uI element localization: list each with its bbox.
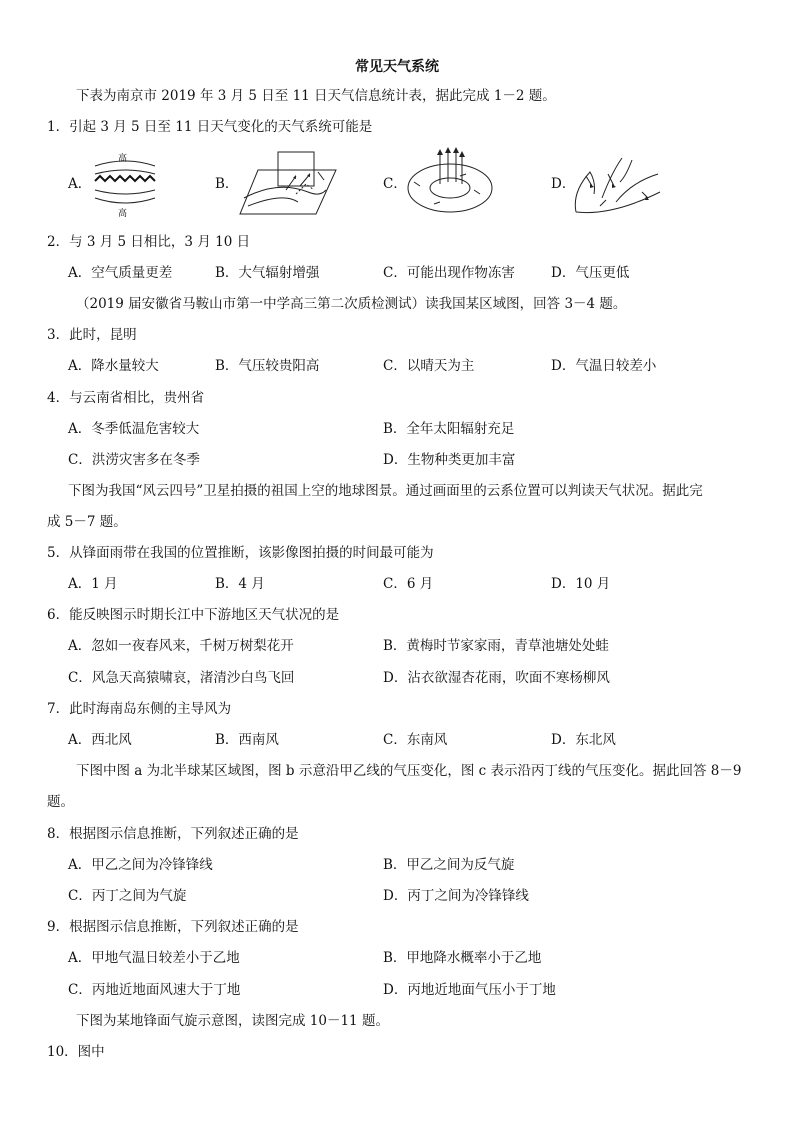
intro-q3-4: （2019 届安徽省马鞍山市第一中学高三第二次质检测试）读我国某区域图，回答 3－4 题。 [76,296,627,312]
q6-option-d: D．沾衣欲湿杏花雨，吹面不寒杨柳风 [383,670,610,686]
q8-option-c: C．丙丁之间为气旋 [68,888,187,904]
high-pressure-label-top: 高 [118,154,128,164]
intro-q10-11: 下图为某地锋面气旋示意图，读图完成 10－11 题。 [76,1013,389,1029]
q3-option-b: B．气压较贵阳高 [215,358,320,374]
q9-option-c: C．丙地近地面风速大于丁地 [68,982,241,998]
intro-q1-2: 下表为南京市 2019 年 3 月 5 日至 11 日天气信息统计表，据此完成 1－2 题。 [76,88,556,104]
q2-option-d: D．气压更低 [551,265,630,281]
q2-option-b: B．大气辐射增强 [215,265,320,281]
q1-figure-a [92,148,158,222]
q10-stem: 10．图中 [47,1044,105,1060]
q6-option-b: B．黄梅时节家家雨，青草池塘处处蛙 [383,638,609,654]
q6-option-c: C．风急天高猿啸哀，渚清沙白鸟飞回 [68,670,295,686]
q3-option-c: C．以晴天为主 [383,358,475,374]
q3-option-d: D．气温日较差小 [551,358,657,374]
q8-option-a: A．甲乙之间为冷锋锋线 [68,857,213,873]
q1-figure-b [238,150,338,218]
intro-q5-7-line2: 成 5－7 题。 [47,514,127,530]
intro-q5-7-line1: 下图为我国“风云四号”卫星拍摄的祖国上空的地球图景。通过画面里的云系位置可以判读天气状况。据此完 [68,483,703,499]
q1-stem: 1．引起 3 月 5 日至 11 日天气变化的天气系统可能是 [47,119,373,135]
q1-figure-c [404,146,496,218]
q7-option-a: A．西北风 [68,732,132,748]
page-title: 常见天气系统 [355,59,439,75]
high-pressure-label-bottom: 高 [118,209,128,219]
q9-option-a: A．甲地气温日较差小于乙地 [68,950,240,966]
q1-label-c: C． [383,176,407,192]
q5-option-b: B．4 月 [215,576,265,592]
q4-stem: 4．与云南省相比，贵州省 [47,390,205,406]
q9-option-d: D．丙地近地面气压小于丁地 [383,982,556,998]
q2-stem: 2．与 3 月 5 日相比，3 月 10 日 [47,234,251,250]
q1-figure-d [572,152,664,218]
q4-option-d: D．生物种类更加丰富 [383,452,516,468]
q1-label-d: D． [551,176,576,192]
q3-option-a: A．降水量较大 [68,358,159,374]
q4-option-a: A．冬季低温危害较大 [68,421,200,437]
intro-q8-9-line2: 题。 [47,794,74,810]
q7-stem: 7．此时海南岛东侧的主导风为 [47,701,232,717]
q8-stem: 8．根据图示信息推断，下列叙述正确的是 [47,826,299,842]
q7-option-d: D．东北风 [551,732,616,748]
q5-option-a: A．1 月 [68,576,118,592]
q2-option-a: A．空气质量更差 [68,265,173,281]
q7-option-c: C．东南风 [383,732,448,748]
intro-q8-9-line1: 下图中图 a 为北半球某区域图，图 b 示意沿甲乙线的气压变化，图 c 表示沿丙丁线的气压变化。据此回答 8－9 [76,763,742,779]
q9-stem: 9．根据图示信息推断，下列叙述正确的是 [47,919,299,935]
q6-stem: 6．能反映图示时期长江中下游地区天气状况的是 [47,607,340,623]
q7-option-b: B．西南风 [215,732,279,748]
q6-option-a: A．忽如一夜春风来，千树万树梨花开 [68,638,294,654]
q8-option-b: B．甲乙之间为反气旋 [383,857,515,873]
q4-option-c: C．洪涝灾害多在冬季 [68,452,200,468]
q5-option-d: D．10 月 [551,576,611,592]
q3-stem: 3．此时，昆明 [47,327,137,343]
q9-option-b: B．甲地降水概率小于乙地 [383,950,542,966]
q8-option-d: D．丙丁之间为冷锋锋线 [383,888,529,904]
q1-label-a: A． [68,176,92,192]
q5-stem: 5．从锋面雨带在我国的位置推断，该影像图拍摄的时间最可能为 [47,545,434,561]
q2-option-c: C．可能出现作物冻害 [383,265,515,281]
q5-option-c: C．6 月 [383,576,434,592]
q4-option-b: B．全年太阳辐射充足 [383,421,515,437]
q1-label-b: B． [215,176,239,192]
